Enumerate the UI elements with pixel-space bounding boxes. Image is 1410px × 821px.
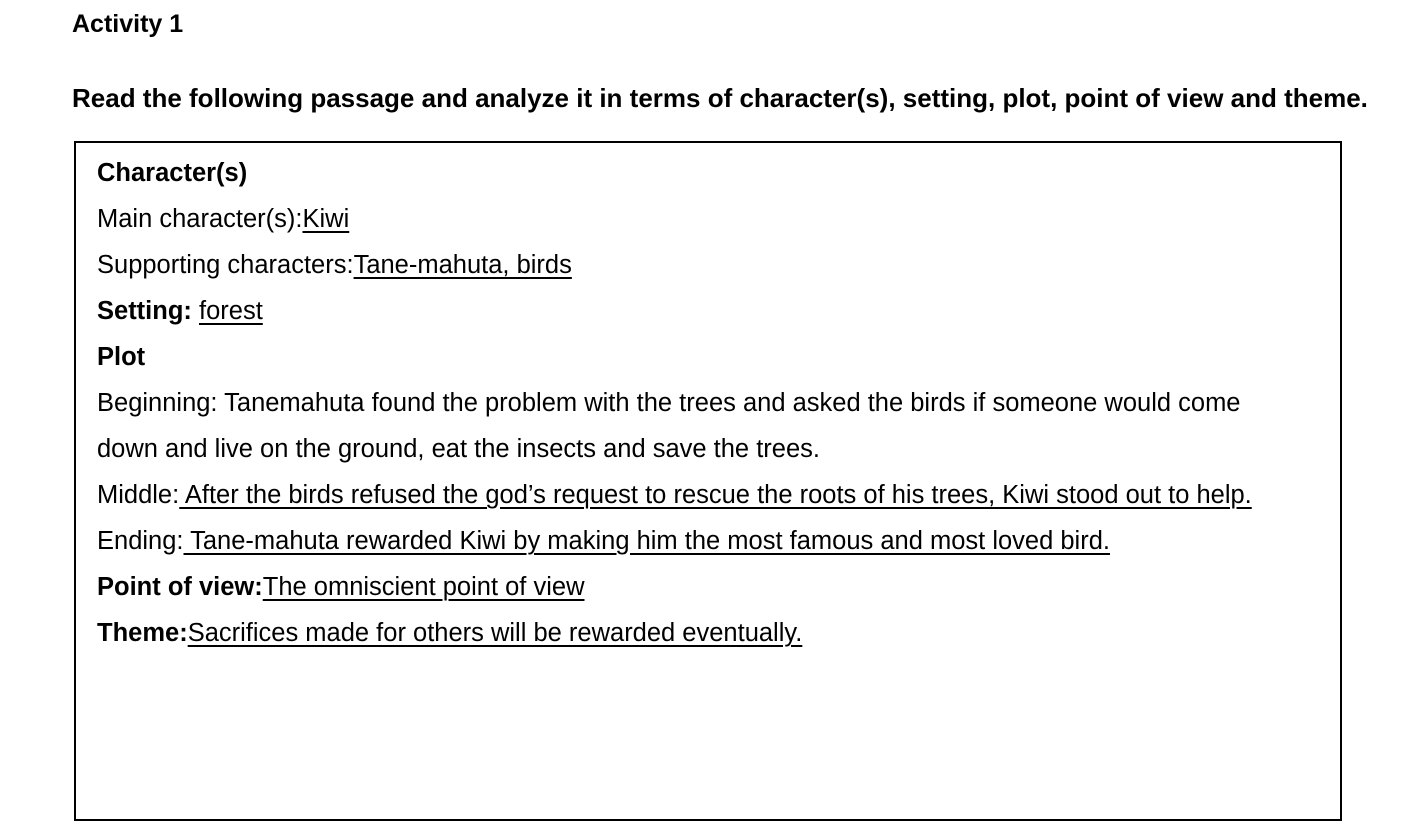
point-of-view-value: The omniscient point of view <box>262 573 585 601</box>
plot-heading: Plot <box>97 343 146 371</box>
middle-value: After the birds refused the god’s request to rescue the roots of his trees, Kiwi stood out to help. <box>179 481 1252 509</box>
point-of-view-line <box>97 564 1327 610</box>
instructions: Read the following passage and analyze it in terms of character(s), setting, plot, point of view and theme. <box>72 83 1368 113</box>
beginning-value: Tanemahuta found the problem with the trees and asked the birds if someone would come down and live on the ground, eat the insects and save the trees. <box>97 389 1241 463</box>
activity-title: Activity 1 <box>72 10 184 38</box>
character-heading: Character(s) <box>97 159 248 187</box>
point-of-view-label: Point of view: <box>97 573 263 601</box>
ending-label: Ending: <box>97 527 184 555</box>
setting-value: forest <box>199 297 263 325</box>
beginning-label: Beginning: <box>97 389 225 417</box>
main-character-line <box>97 196 1327 242</box>
supporting-characters-line <box>97 242 1327 288</box>
setting-line <box>97 288 1327 334</box>
supporting-characters-label: Supporting characters: <box>97 251 354 279</box>
middle-label: Middle: <box>97 481 180 509</box>
theme-label: Theme: <box>97 619 188 647</box>
middle-line <box>97 472 1257 518</box>
main-character-label: Main character(s): <box>97 205 303 233</box>
supporting-characters-value: Tane-mahuta, birds <box>353 251 572 279</box>
theme-value: Sacrifices made for others will be rewarded eventually. <box>187 619 803 647</box>
beginning-line <box>97 380 1297 472</box>
ending-value: Tane-mahuta rewarded Kiwi by making him the most famous and most loved bird. <box>183 527 1110 555</box>
main-character-value: Kiwi <box>302 205 350 233</box>
ending-line <box>97 518 1327 564</box>
setting-label: Setting: <box>97 297 199 325</box>
analysis-content <box>97 150 1327 656</box>
theme-line <box>97 610 1327 656</box>
